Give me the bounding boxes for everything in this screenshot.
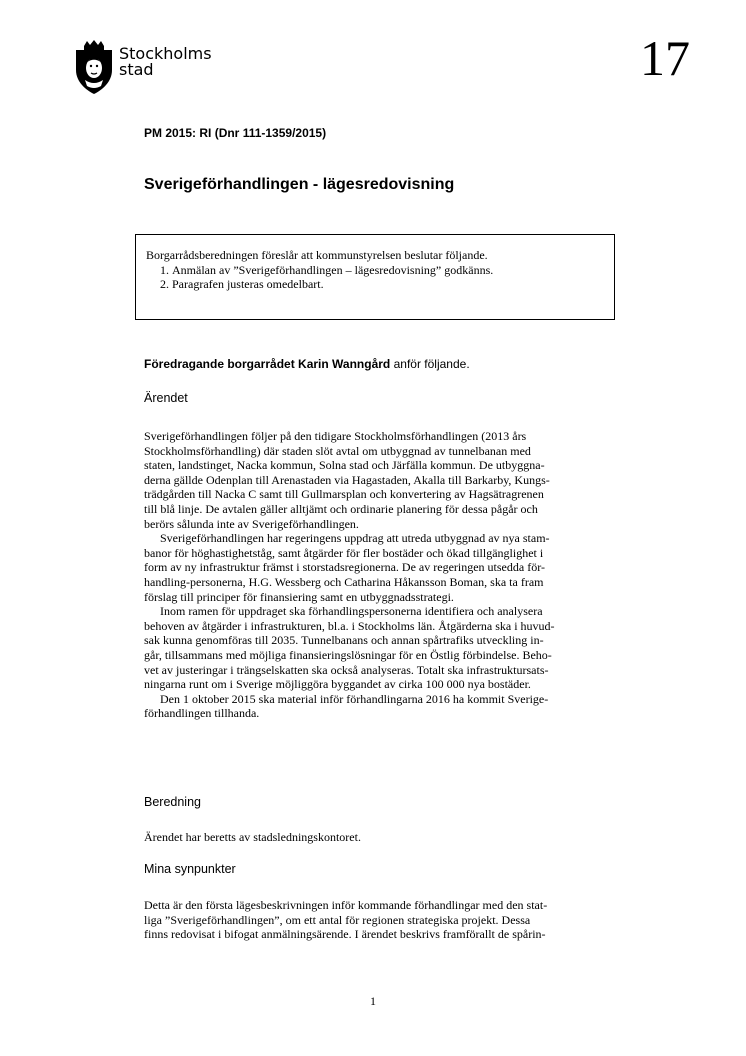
text-line: till blå linje. De avtalen gäller alltjämt och ordinarie planering för dessa pågår och xyxy=(144,501,538,516)
text-line: staten, landstinget, Nacka kommun, Solna stad och Järfälla kommun. De utbyggna- xyxy=(144,458,545,473)
text-line: Inom ramen för uppdraget ska förhandlingspersonerna identifiera och analysera xyxy=(160,604,543,619)
text-line: förhandlingen tillhanda. xyxy=(144,706,260,721)
reference-number: PM 2015: RI (Dnr 111-1359/2015) xyxy=(144,126,327,140)
text-line: finns redovisat i bifogat anmälningsärende. I ärendet beskrivs framförallt de spårin- xyxy=(144,927,546,942)
beredning-body xyxy=(144,830,614,845)
stockholms-stad-logo xyxy=(74,40,234,96)
presenter-line xyxy=(144,357,470,371)
text-line: Den 1 oktober 2015 ska material inför förhandlingarna 2016 ha kommit Sverige- xyxy=(160,691,549,706)
text-line: sak kunna genomföras till 2035. Tunnelbanans och annan spårtrafiks utveckling in- xyxy=(144,633,544,648)
text-line: form av ny infrastruktur främst i storstadsregionerna. De av regeringen utsedda för- xyxy=(144,560,545,575)
synpunkter-body xyxy=(144,898,614,942)
section-heading-beredning: Beredning xyxy=(144,795,201,809)
text-line: handling-personerna, H.G. Wessberg och Catharina Håkansson Boman, ska ta fram xyxy=(144,574,544,589)
text-line: förslag till principer för finansiering samt en utbyggnadsstrategi. xyxy=(144,589,454,604)
text-line: ningarna runt om i Sverige möjliggöra byggandet av cirka 100 000 nya bostäder. xyxy=(144,677,531,692)
text-line: banor för höghastighetståg, samt åtgärder för fler bostäder och ökad tillgänglighet i xyxy=(144,545,544,560)
decision-list xyxy=(146,263,604,292)
text-line: vet av justeringar i trängselskatten ska också analyseras. Totalt ska infrastruktursats- xyxy=(144,662,549,677)
text-line: Stockholmsförhandling) där staden slöt avtal om utbyggnad av tunnelbanan med xyxy=(144,443,531,458)
text-line: Sverigeförhandlingen följer på den tidigare Stockholmsförhandlingen (2013 års xyxy=(144,429,527,443)
page-number: 1 xyxy=(370,994,376,1008)
text-line: går, tillsammans med möjliga finansieringslösningar för en Östlig förbindelse. Beho- xyxy=(144,647,552,662)
crest-icon xyxy=(74,40,114,94)
decision-box xyxy=(135,234,615,320)
text-line: trädgården till Nacka C samt till Gullmarsplan och konvertering av Hagsätragrenen xyxy=(144,487,544,502)
org-name-line1: Stockholms xyxy=(119,44,212,63)
text-line: behoven av åtgärder i infrastrukturen, bl.a. i Stockholms län. Åtgärderna ska i huvud- xyxy=(144,618,555,633)
text-line: liga ”Sverigeförhandlingen”, om ett antal för regionen strategiska projekt. Dessa xyxy=(144,912,531,927)
text-line: Ärendet har beretts av stadsledningskontoret. xyxy=(144,830,361,844)
text-line: Detta är den första lägesbeskrivningen inför kommande förhandlingar med den stat- xyxy=(144,898,548,912)
presenter-suffix: anför följande. xyxy=(390,357,470,371)
decision-item: 1. Anmälan av ”Sverigeförhandlingen – lägesredovisning” godkänns. xyxy=(172,263,604,278)
text-line: berörs sålunda inte av Sverigeförhandlingen. xyxy=(144,516,359,531)
decision-item: 2. Paragrafen justeras omedelbart. xyxy=(172,277,604,292)
page-title: Sverigeförhandlingen - lägesredovisning xyxy=(144,176,455,193)
org-name-line2: stad xyxy=(119,60,154,79)
presenter-name: Föredragande borgarrådet Karin Wanngård xyxy=(144,357,391,371)
document-number-badge: 17 xyxy=(640,30,690,86)
section-heading-mina-synpunkter: Mina synpunkter xyxy=(144,862,236,876)
text-line: Sverigeförhandlingen har regeringens uppdrag att utreda utbyggnad av nya stam- xyxy=(160,531,550,546)
arendet-body xyxy=(144,429,614,721)
decision-intro: Borgarrådsberedningen föreslår att kommunstyrelsen beslutar följande. xyxy=(146,248,488,262)
text-line: derna gällde Odenplan till Arenastaden via Hagastaden, Akalla till Barkarby, Kungs- xyxy=(144,472,550,487)
section-heading-arendet: Ärendet xyxy=(144,391,188,405)
